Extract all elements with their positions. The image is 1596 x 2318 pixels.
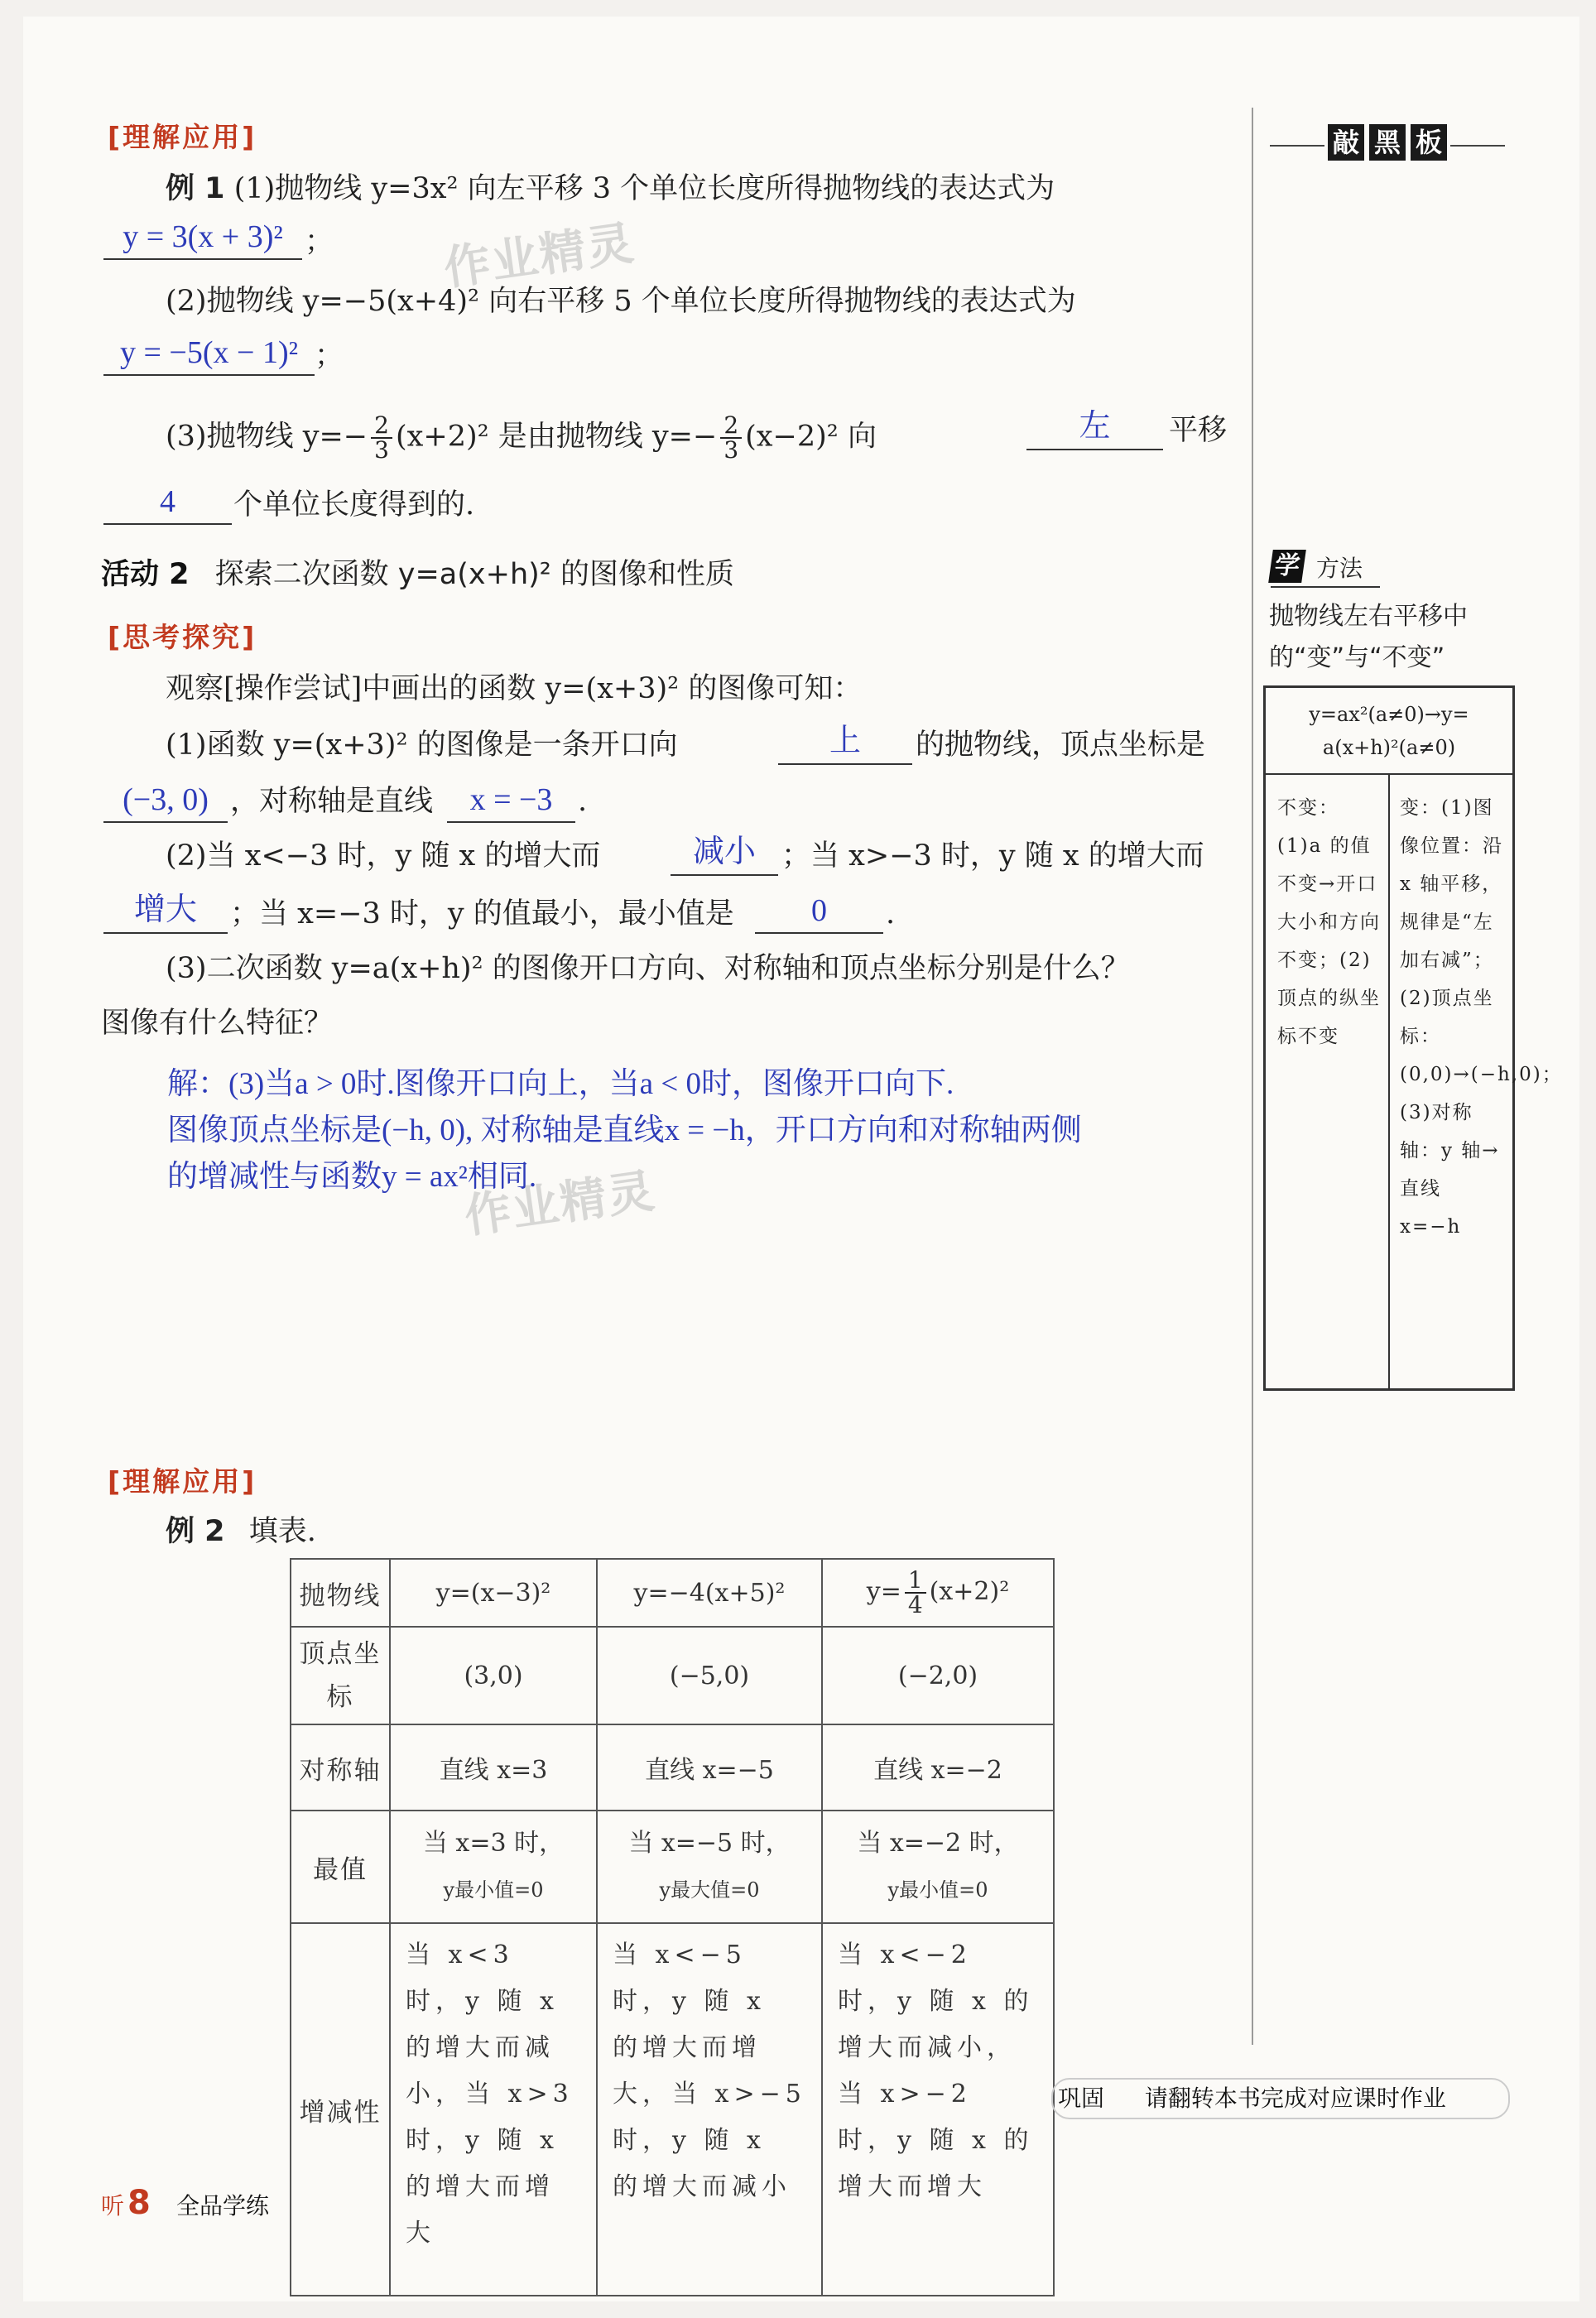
solution-line-3: 的增减性与函数y = ax²相同. (167, 1160, 537, 1194)
extreme-3-b: y最小值=0 (887, 1878, 988, 1902)
cell-vertex-2: (−5,0) (597, 1627, 822, 1724)
explore-q2-part-d: . (886, 897, 896, 931)
explore-answer1-direction: 上 (829, 724, 861, 758)
cell-parabola-2: y=−4(x+5)² (597, 1559, 822, 1627)
frac-den: 3 (723, 436, 739, 464)
method-rule-box (1263, 685, 1563, 1391)
footer-instruction: 请翻转本书完成对应课时作业 (1144, 2085, 1446, 2112)
example1-q3 (166, 411, 877, 464)
explore-answer2-min: 0 (811, 893, 827, 928)
cell-vertex-1: (3,0) (390, 1627, 597, 1724)
cell-extreme-3 (822, 1811, 1054, 1923)
example1-answer3-units-blank (103, 480, 232, 525)
parabola-3-part-b: (x+2)² (929, 1577, 1010, 1606)
explore-q1-part-a: (1)函数 y=(x+3)² 的图像是一条开口向 (166, 729, 678, 762)
rule-changed: 变：(1)图像位置：沿 x 轴平移，规律是“左加右减”；(2)顶点坐标：(0,0)→(−h,0)；(3)对称轴：y 轴→直线 x=−h (1400, 797, 1563, 1238)
explore-answer2-min-blank (755, 889, 883, 934)
table-row-axis (291, 1724, 1054, 1811)
explore-answer2-increase-blank (103, 889, 228, 934)
example1-q3-part-b: (x+2)² 是由抛物线 y=− (395, 420, 718, 454)
explore-q3-b: 图像有什么特征？ (101, 1007, 334, 1040)
explore-intro: 观察[操作尝试]中画出的函数 y=(x+3)² 的图像可知： (166, 672, 863, 705)
sidebar-header-char-1: 敲 (1328, 124, 1364, 161)
cell-parabola-3 (822, 1559, 1054, 1627)
section-tag-understand-apply-2: [理解应用] (108, 1465, 257, 1498)
extreme-3-a: 当 x=−2 时， (857, 1829, 1019, 1858)
rule-box-header (1266, 688, 1512, 775)
frac-num: 1 (905, 1569, 926, 1594)
cell-axis-2: 直线 x=−5 (597, 1724, 822, 1811)
cell-monotone-3: 当 x<−2 时，y 随 x 的增大而减小，当 x>−2 时，y 随 x 的增大而增大 (822, 1923, 1054, 2296)
explore-q2-part-a: (2)当 x<−3 时，y 随 x 的增大而 (166, 839, 601, 873)
row-header-monotonicity: 增减性 (291, 1923, 390, 2296)
watermark-1: 作业精灵 (440, 216, 639, 296)
method-badge-icon: 学 (1268, 550, 1306, 583)
sidebar-header-char-3: 板 (1411, 124, 1447, 161)
solution-line-2: 图像顶点坐标是(−h, 0), 对称轴是直线x = −h，开口方向和对称轴两侧 (167, 1113, 1082, 1147)
cell-monotone-1: 当 x<3 时，y 随 x 的增大而减小，当 x>3 时，y 随 x 的增大而增大 (390, 1923, 597, 2296)
frac-num: 2 (371, 414, 392, 439)
rule-box-column-divider (1388, 775, 1390, 1388)
row-header-vertex: 顶点坐标 (291, 1627, 390, 1724)
parabola-3-part-a: y= (866, 1577, 901, 1606)
footer-page-num: 8 (127, 2184, 151, 2222)
example2-label: 例 2 (166, 1515, 225, 1548)
example1-answer3-direction: 左 (1079, 409, 1111, 444)
rule-head-line-2: a(x+h)²(a≠0) (1322, 736, 1456, 759)
explore-answer2-decrease: 减小 (692, 834, 756, 869)
fraction-2-3-a (371, 411, 392, 464)
table-row-parabola (291, 1559, 1054, 1627)
sidebar-divider (1252, 108, 1253, 2045)
sidebar-header (1328, 124, 1447, 161)
footer-book-name: 全品学练 (175, 2192, 269, 2219)
explore-answer2-decrease-blank (671, 831, 778, 876)
frac-den: 3 (374, 436, 389, 464)
fraction-2-3-b (720, 411, 742, 464)
method-label: 方法 (1316, 555, 1363, 582)
example1-q1-end: ； (305, 225, 334, 258)
footer-consolidate: 巩固 (1058, 2085, 1105, 2112)
rule-unchanged: 不变：(1)a 的值不变→开口大小和方向不变；(2)顶点的纵坐标不变 (1277, 797, 1381, 1047)
explore-answer2-increase: 增大 (133, 892, 197, 927)
example1-q1-text: (1)抛物线 y=3x² 向左平移 3 个单位长度所得抛物线的表达式为 (233, 172, 1055, 205)
example1-answer1-blank (103, 217, 302, 260)
rule-head-line-1: y=ax²(a≠0)→y= (1309, 703, 1469, 726)
footer-page-number (101, 2184, 269, 2222)
example1-answer2-blank (103, 333, 315, 376)
cell-axis-3: 直线 x=−2 (822, 1724, 1054, 1811)
method-underline (1271, 586, 1380, 588)
explore-q1-part-b: 的抛物线，顶点坐标是 (916, 729, 1206, 762)
row-header-axis: 对称轴 (291, 1724, 390, 1811)
method-title-line-2: 的“变”与“不变” (1269, 643, 1445, 672)
explore-answer1-axis-blank (447, 778, 575, 823)
sidebar-header-line-left (1270, 145, 1324, 147)
example1-q2-end: ； (315, 339, 344, 373)
explore-q1-part-c: ，对称轴是直线 (230, 785, 434, 818)
explore-q1-part-d: . (578, 785, 588, 818)
footer-page-prefix: 听 (101, 2192, 125, 2219)
example1-q3-part-c: (x−2)² 向 (745, 420, 877, 454)
cell-extreme-2 (597, 1811, 822, 1923)
example1-answer3-units: 4 (160, 484, 175, 519)
example2-heading (166, 1515, 316, 1548)
cell-monotone-2: 当 x<−5 时，y 随 x 的增大而增大，当 x>−5 时，y 随 x 的增大而减小 (597, 1923, 822, 2296)
activity2-title: 探索二次函数 y=a(x+h)² 的图像和性质 (214, 558, 734, 591)
extreme-1-a: 当 x=3 时， (422, 1829, 565, 1858)
frac-num: 2 (720, 414, 742, 439)
explore-answer1-vertex: (−3, 0) (123, 782, 209, 817)
explore-q2-part-c: ；当 x=−3 时，y 的值最小，最小值是 (230, 897, 734, 931)
example1-q3-part-d: 平移 (1169, 414, 1228, 447)
extreme-2-b: y最大值=0 (659, 1878, 760, 1902)
explore-answer1-axis: x = −3 (469, 782, 553, 817)
example2-table (290, 1558, 1055, 2296)
example1-label: 例 1 (166, 172, 225, 205)
table-row-vertex (291, 1627, 1054, 1724)
extreme-2-a: 当 x=−5 时， (628, 1829, 791, 1858)
watermark-2: 作业精灵 (461, 1164, 660, 1244)
table-row-extreme (291, 1811, 1054, 1923)
sidebar-header-line-right (1450, 145, 1505, 147)
activity2-label: 活动 2 (101, 558, 190, 591)
cell-axis-1: 直线 x=3 (390, 1724, 597, 1811)
example1-q2: (2)抛物线 y=−5(x+4)² 向右平移 5 个单位长度所得抛物线的表达式为 (166, 285, 1076, 318)
section-tag-think-explore: [思考探究] (108, 621, 257, 653)
table-row-monotonicity (291, 1923, 1054, 2296)
activity2-heading (101, 551, 734, 593)
example1-answer2: y = −5(x − 1)² (120, 335, 298, 370)
cell-parabola-1: y=(x−3)² (390, 1559, 597, 1627)
explore-answer1-direction-blank (778, 720, 912, 765)
explore-q2-part-b: ；当 x>−3 时，y 随 x 的增大而 (781, 839, 1204, 873)
example1-answer1: y = 3(x + 3)² (123, 219, 283, 254)
example1-q3-part-a: (3)抛物线 y=− (166, 420, 368, 454)
method-title-line-1: 抛物线左右平移中 (1269, 602, 1468, 631)
sidebar-header-char-2: 黑 (1369, 124, 1406, 161)
explore-answer1-vertex-blank (103, 778, 228, 823)
example2-title: 填表. (248, 1515, 316, 1548)
example1-answer3-direction-blank (1026, 406, 1163, 450)
fraction-1-4 (905, 1566, 926, 1618)
footer-instruction-box (1051, 2078, 1510, 2119)
section-tag-understand-apply: [理解应用] (108, 121, 257, 153)
cell-extreme-1 (390, 1811, 597, 1923)
explore-q3: (3)二次函数 y=a(x+h)² 的图像开口方向、对称轴和顶点坐标分别是什么？ (166, 952, 1130, 985)
example1-q3-part-e: 个单位长度得到的. (233, 488, 475, 522)
cell-vertex-3: (−2,0) (822, 1627, 1054, 1724)
row-header-extreme: 最值 (291, 1811, 390, 1923)
solution-line-1: 解：(3)当a > 0时.图像开口向上，当a < 0时，图像开口向下. (167, 1067, 954, 1101)
extreme-1-b: y最小值=0 (443, 1878, 544, 1902)
frac-den: 4 (907, 1591, 923, 1618)
example1-q1 (166, 172, 1055, 205)
row-header-parabola: 抛物线 (291, 1559, 390, 1627)
